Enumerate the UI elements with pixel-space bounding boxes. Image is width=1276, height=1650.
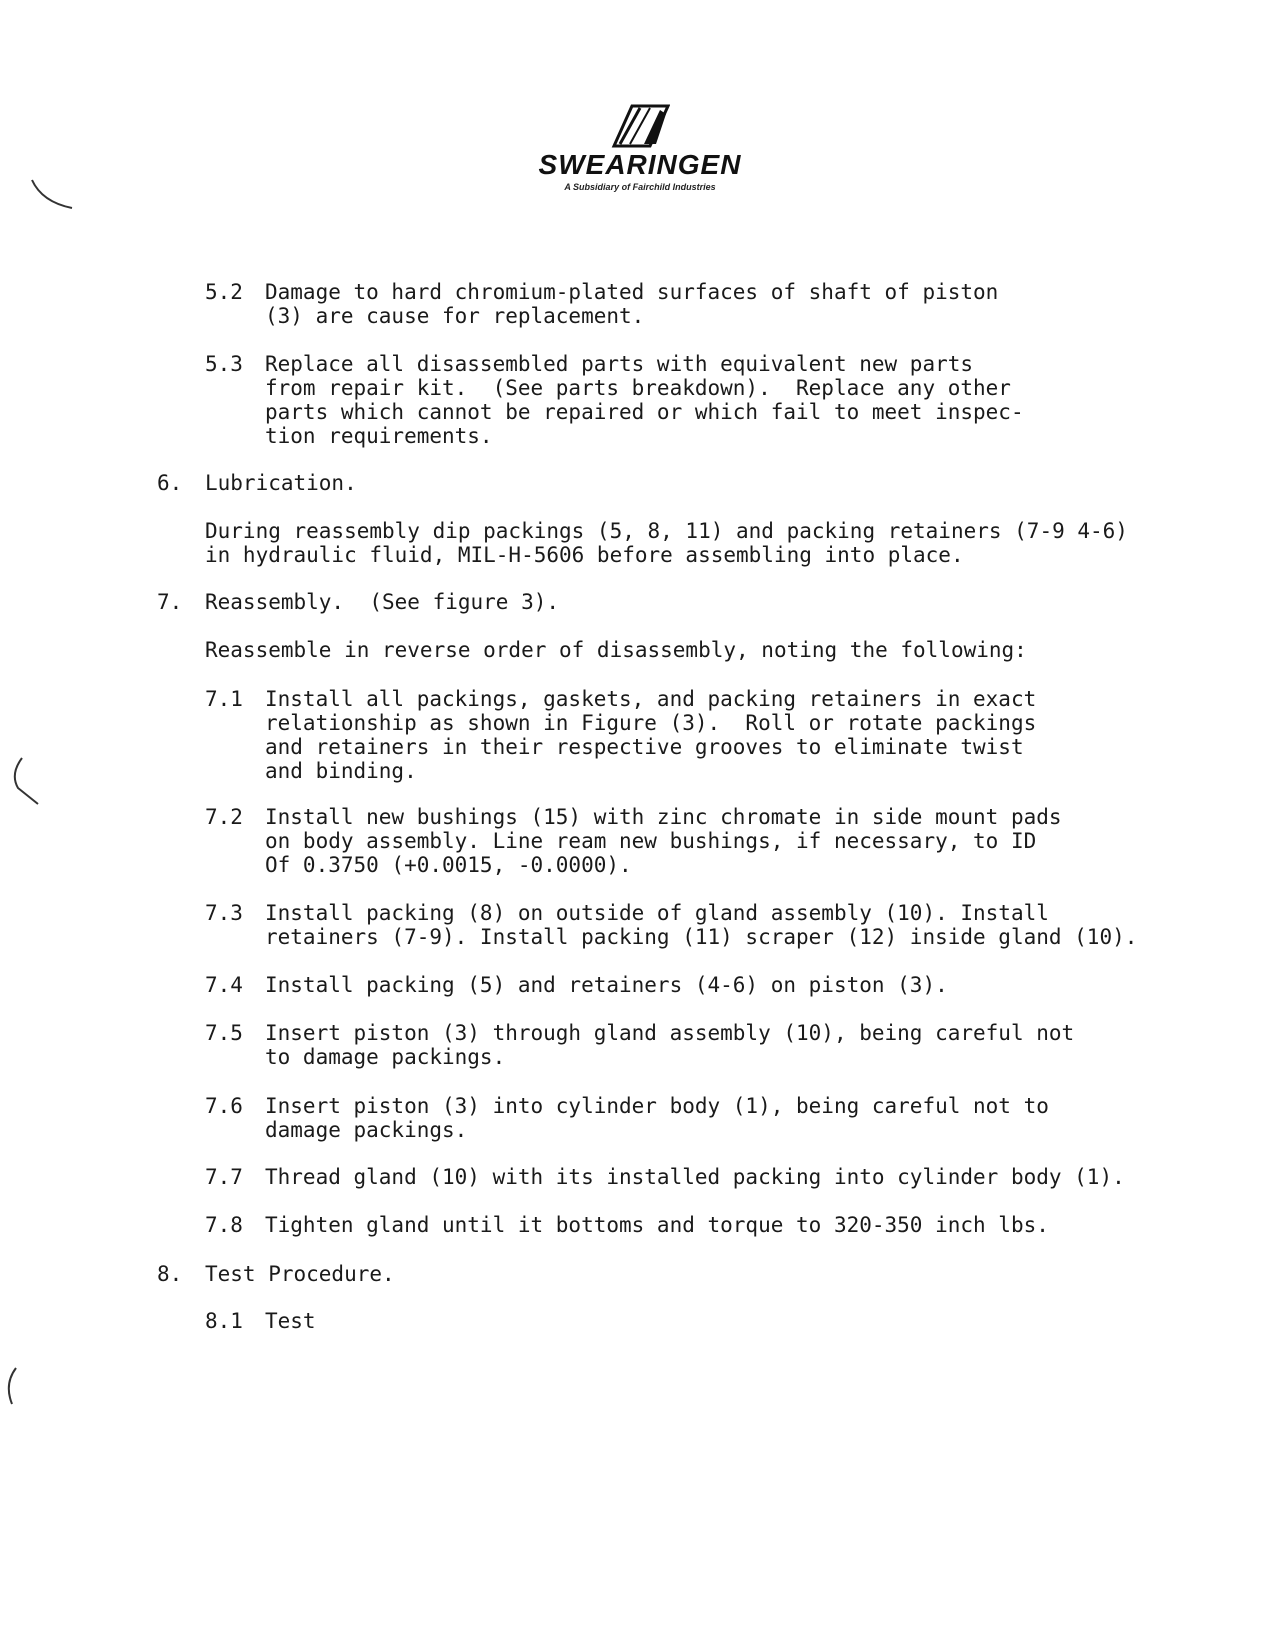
section-7-1-line-3: and retainers in their respective grooves to eliminate twist	[265, 735, 1024, 759]
section-7-2-line-1: Install new bushings (15) with zinc chromate in side mount pads	[265, 805, 1062, 829]
section-number-7-6: 7.6	[205, 1094, 243, 1118]
scan-mark-icon	[4, 754, 48, 814]
section-6-title: Lubrication.	[205, 471, 357, 495]
section-5-2-line-1: Damage to hard chromium-plated surfaces of shaft of piston	[265, 280, 999, 304]
section-number-6: 6.	[157, 471, 183, 495]
section-7-title: Reassembly. (See figure 3).	[205, 590, 560, 614]
section-6-body-line-2: in hydraulic fluid, MIL-H-5606 before assembling into place.	[205, 543, 964, 567]
section-number-7-3: 7.3	[205, 901, 243, 925]
scan-mark-icon	[28, 176, 78, 216]
section-7-3-line-1: Install packing (8) on outside of gland assembly (10). Install	[265, 901, 1049, 925]
section-5-3-line-1: Replace all disassembled parts with equivalent new parts	[265, 352, 974, 376]
section-number-7: 7.	[157, 590, 183, 614]
section-5-3-line-4: tion requirements.	[265, 424, 493, 448]
section-7-5-line-2: to damage packings.	[265, 1045, 506, 1069]
section-number-7-4: 7.4	[205, 973, 243, 997]
section-number-8: 8.	[157, 1262, 183, 1286]
section-7-1-line-4: and binding.	[265, 759, 417, 783]
section-7-1-line-2: relationship as shown in Figure (3). Roll or rotate packings	[265, 711, 1037, 735]
section-number-5-2: 5.2	[205, 280, 243, 304]
section-number-7-2: 7.2	[205, 805, 243, 829]
company-subtitle: A Subsidiary of Fairchild Industries	[564, 182, 716, 192]
section-7-1-line-1: Install all packings, gaskets, and packing retainers in exact	[265, 687, 1037, 711]
section-number-7-5: 7.5	[205, 1021, 243, 1045]
section-7-5-line-1: Insert piston (3) through gland assembly (10), being careful not	[265, 1021, 1075, 1045]
section-7-6-line-2: damage packings.	[265, 1118, 468, 1142]
section-5-3-line-2: from repair kit. (See parts breakdown). Replace any other	[265, 376, 1011, 400]
section-7-7-line-1: Thread gland (10) with its installed packing into cylinder body (1).	[265, 1165, 1125, 1189]
section-number-5-3: 5.3	[205, 352, 243, 376]
section-number-7-1: 7.1	[205, 687, 243, 711]
scan-mark-icon	[2, 1364, 32, 1410]
section-7-8-line-1: Tighten gland until it bottoms and torque to 320-350 inch lbs.	[265, 1213, 1049, 1237]
section-7-4-line-1: Install packing (5) and retainers (4-6) on piston (3).	[265, 973, 948, 997]
section-7-2-line-2: on body assembly. Line ream new bushings, if necessary, to ID	[265, 829, 1037, 853]
section-number-7-8: 7.8	[205, 1213, 243, 1237]
section-8-1-line-1: Test	[265, 1309, 316, 1333]
swearingen-logo-icon	[610, 104, 670, 148]
section-number-8-1: 8.1	[205, 1309, 243, 1333]
section-5-2-line-2: (3) are cause for replacement.	[265, 304, 645, 328]
section-5-3-line-3: parts which cannot be repaired or which fail to meet inspec-	[265, 400, 1024, 424]
section-7-2-line-3: Of 0.3750 (+0.0015, -0.0000).	[265, 853, 632, 877]
section-8-title: Test Procedure.	[205, 1262, 395, 1286]
section-6-body-line-1: During reassembly dip packings (5, 8, 11) and packing retainers (7-9 4-6)	[205, 519, 1128, 543]
company-name: SWEARINGEN	[538, 149, 742, 180]
section-7-3-line-2: retainers (7-9). Install packing (11) scraper (12) inside gland (10).	[265, 925, 1138, 949]
section-7-6-line-1: Insert piston (3) into cylinder body (1), being careful not to	[265, 1094, 1049, 1118]
section-number-7-7: 7.7	[205, 1165, 243, 1189]
section-7-intro: Reassemble in reverse order of disassembly, noting the following:	[205, 638, 1027, 662]
